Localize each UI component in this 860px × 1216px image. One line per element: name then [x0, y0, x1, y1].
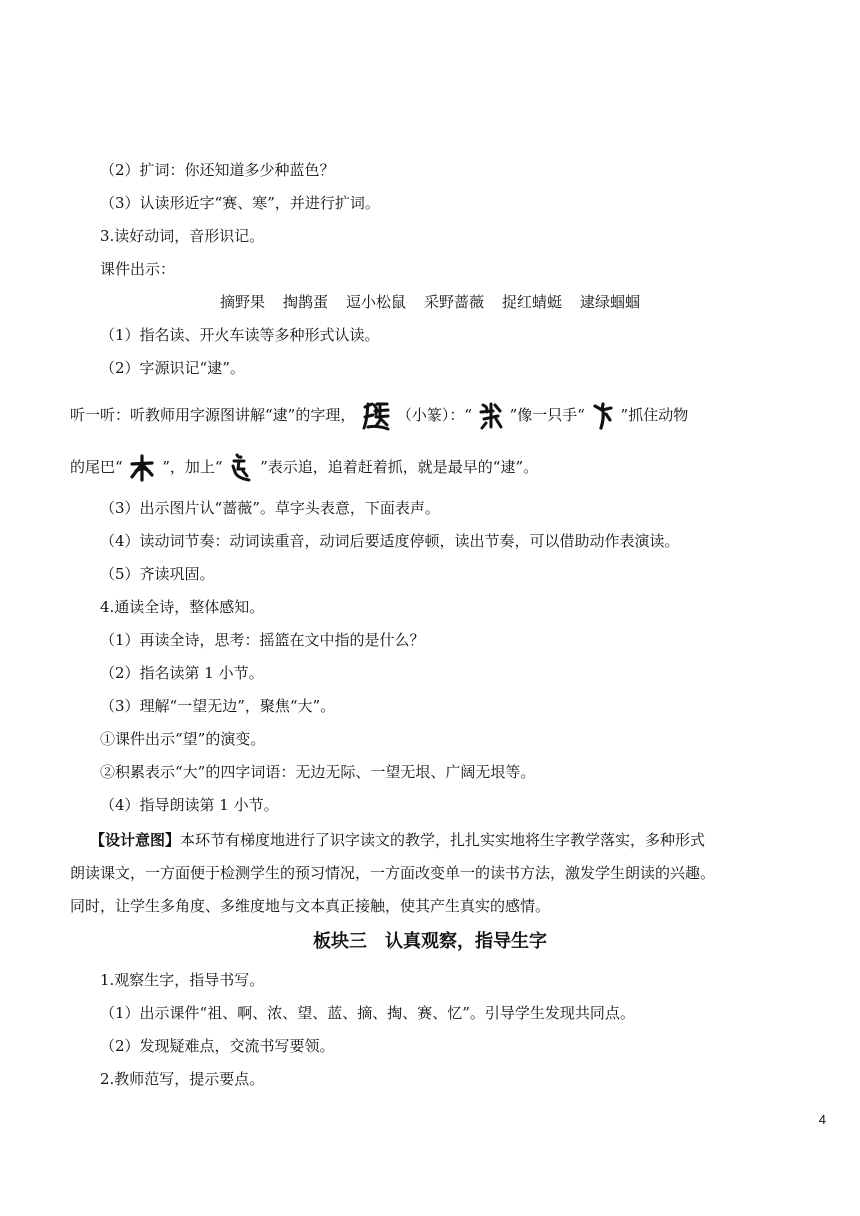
text-segment: ”表示追，追着赶着抓，就是最早的“逮”。: [260, 458, 539, 476]
text-line-with-glyphs: [0, 450, 860, 484]
text-line: 3.读好动词，音形识记。: [100, 227, 265, 245]
text-line: （1）指名读、开火车读等多种形式认读。: [100, 326, 380, 344]
text-line: 2.教师范写，提示要点。: [100, 1070, 265, 1088]
text-segment: ”，加上“: [162, 458, 223, 476]
seal-script-chuo-icon: [229, 452, 253, 484]
seal-script-hand-tail-icon: [479, 401, 503, 431]
section-title: 板块三 认真观察，指导生字: [313, 931, 547, 952]
design-intent-paragraph: [0, 826, 860, 854]
text-line: （2）指名读第 1 小节。: [100, 664, 264, 682]
text-segment: 的尾巴“: [70, 458, 123, 476]
seal-script-dai-icon: [362, 401, 390, 431]
text-line: （1）再读全诗，思考：摇篮在文中指的是什么？: [100, 631, 425, 649]
seal-script-hand-icon: [592, 401, 614, 431]
text-line: ②积累表示“大”的四字词语：无边无际、一望无垠、广阔无垠等。: [100, 763, 536, 781]
page-number: 4: [818, 1112, 826, 1127]
word-item: 逮绿蝈蝈: [580, 293, 641, 311]
text-line-with-glyphs: [0, 398, 860, 432]
text-segment: 听一听：听教师用字源图讲解“逮”的字理，: [70, 406, 356, 424]
word-item: 逗小松鼠: [345, 293, 406, 311]
text-line: 4.通读全诗，整体感知。: [100, 598, 265, 616]
text-line: 1.观察生字，指导书写。: [100, 971, 265, 989]
text-line: （2）扩词：你还知道多少种蓝色？: [100, 161, 335, 179]
verb-word-list: [0, 288, 860, 316]
text-line: （1）出示课件“祖、啊、浓、望、蓝、摘、掏、赛、忆”。引导学生发现共同点。: [100, 1004, 635, 1022]
seal-script-tail-icon: [129, 453, 155, 483]
text-segment: （小篆）：“: [396, 406, 473, 424]
text-line: （2）字源识记“逮”。: [100, 359, 245, 377]
text-line: （4）指导朗读第 1 小节。: [100, 796, 279, 814]
text-segment: 本环节有梯度地进行了识字读文的教学，扎扎实实地将生字教学落实，多种形式: [180, 831, 706, 849]
text-line: 同时，让学生多角度、多维度地与文本真正接触，使其产生真实的感情。: [70, 897, 551, 915]
text-line: （4）读动词节奏：动词读重音，动词后要适度停顿，读出节奏，可以借助动作表演读。: [100, 532, 680, 550]
word-item: 捉红蜻蜓: [502, 293, 563, 311]
text-segment: ”像一只手“: [509, 406, 585, 424]
text-segment: ”抓住动物: [620, 406, 689, 424]
word-item: 掏鹊蛋: [282, 293, 328, 311]
text-line: （3）理解“一望无边”，聚焦“大”。: [100, 697, 336, 715]
word-item: 采野蔷薇: [424, 293, 485, 311]
word-item: 摘野果: [219, 293, 265, 311]
design-intent-label: 【设计意图】: [90, 831, 181, 849]
text-line: （2）发现疑难点，交流书写要领。: [100, 1037, 335, 1055]
text-line: （3）出示图片认“蔷薇”。草字头表意，下面表声。: [100, 499, 440, 517]
text-line: （3）认读形近字“赛、寒”，并进行扩词。: [100, 194, 380, 212]
text-line: 课件出示：: [100, 260, 176, 278]
text-line: 朗读课文，一方面便于检测学生的预习情况，一方面改变单一的读书方法，激发学生朗读的兴趣。: [70, 864, 716, 882]
text-line: ①课件出示“望”的演变。: [100, 730, 266, 748]
text-line: （5）齐读巩固。: [100, 565, 215, 583]
